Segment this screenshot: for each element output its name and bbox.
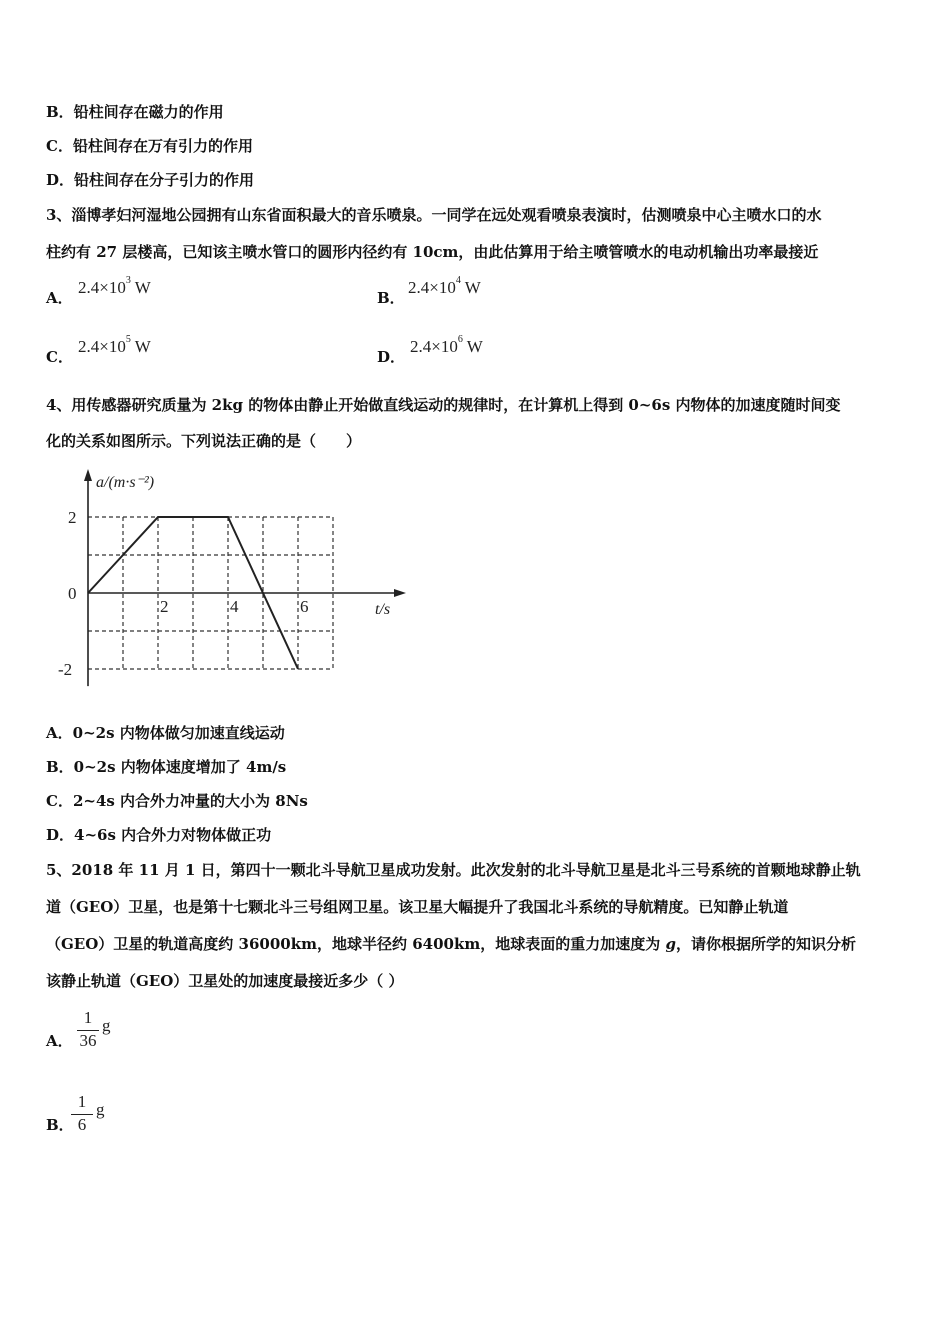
q5-stem-line4: 该静止轨道（GEO）卫星处的加速度最接近多少（ ） — [46, 972, 404, 990]
y-tick-label-0: 0 — [68, 584, 77, 603]
q4-option-d: D．4~6s 内合外力对物体做正功 — [46, 826, 272, 844]
q5-stem-line1: 5、2018 年 11 月 1 日，第四十一颗北斗导航卫星成功发射。此次发射的北斗导航卫星是北斗三号系统的首颗地球静止轨 — [46, 861, 861, 879]
q3-option-a-label: A． — [46, 289, 73, 307]
q3-option-b-label: B． — [377, 289, 405, 307]
q5-option-a-label: A． — [46, 1032, 73, 1050]
acceleration-time-chart — [50, 465, 410, 695]
x-tick-label-6: 6 — [300, 597, 309, 616]
q4-stem-line2: 化的关系如图所示。下列说法正确的是（ ） — [46, 432, 362, 450]
q3-option-c-label: C． — [46, 348, 73, 366]
q5-option-b-label: B． — [46, 1116, 74, 1134]
y-tick-label-neg2: -2 — [58, 660, 73, 679]
chart-axes — [84, 469, 406, 686]
q3-stem-line1: 3、淄博孝妇河湿地公园拥有山东省面积最大的音乐喷泉。一同学在远处观看喷泉表演时，估测喷泉中心主喷水口的水 — [46, 206, 822, 224]
q3-option-d-label: D． — [377, 348, 406, 366]
q2-option-c: C．铅柱间存在万有引力的作用 — [46, 137, 253, 155]
x-axis-arrow — [394, 589, 406, 597]
q4-option-c: C．2~4s 内合外力冲量的大小为 8Ns — [46, 792, 308, 810]
q4-stem-line1: 4、用传感器研究质量为 2kg 的物体由静止开始做直线运动的规律时，在计算机上得到 0~6s 内物体的加速度随时间变 — [46, 396, 841, 414]
y-axis-arrow — [84, 469, 92, 481]
y-tick-label-2: 2 — [68, 508, 77, 527]
q3-option-d-value: $2.4\times 10^6$ W — [410, 334, 483, 356]
q3-option-a-value: $2.4\times 10^3$ W — [78, 275, 151, 297]
q5-stem-line3: （GEO）卫星的轨道高度约 36000km，地球半径约 6400km，地球表面的重力加速度为 g，请你根据所学的知识分析 — [46, 935, 856, 953]
q2-option-d: D．铅柱间存在分子引力的作用 — [46, 171, 255, 189]
chart-labels — [58, 474, 390, 679]
q2-option-b: B．铅柱间存在磁力的作用 — [46, 103, 224, 121]
q3-stem-line2: 柱约有 27 层楼高，已知该主喷水管口的圆形内径约有 10cm，由此估算用于给主喷管喷水的电动机输出功率最接近 — [46, 243, 819, 261]
q4-option-a: A．0~2s 内物体做匀加速直线运动 — [46, 724, 285, 742]
q3-option-b-value: $2.4\times 10^4$ W — [408, 275, 481, 297]
q3-option-c-value: $2.4\times 10^5$ W — [78, 334, 151, 356]
x-tick-label-4: 4 — [230, 597, 239, 616]
y-axis-title: a/(m·s⁻²) — [96, 474, 155, 491]
q4-option-b: B．0~2s 内物体速度增加了 4m/s — [46, 758, 287, 776]
q5-stem-line2: 道（GEO）卫星，也是第十七颗北斗三号组网卫星。该卫星大幅提升了我国北斗系统的导航精度。已知静止轨道 — [46, 898, 789, 916]
x-axis-title: t/s — [375, 601, 391, 618]
x-tick-label-2: 2 — [160, 597, 169, 616]
